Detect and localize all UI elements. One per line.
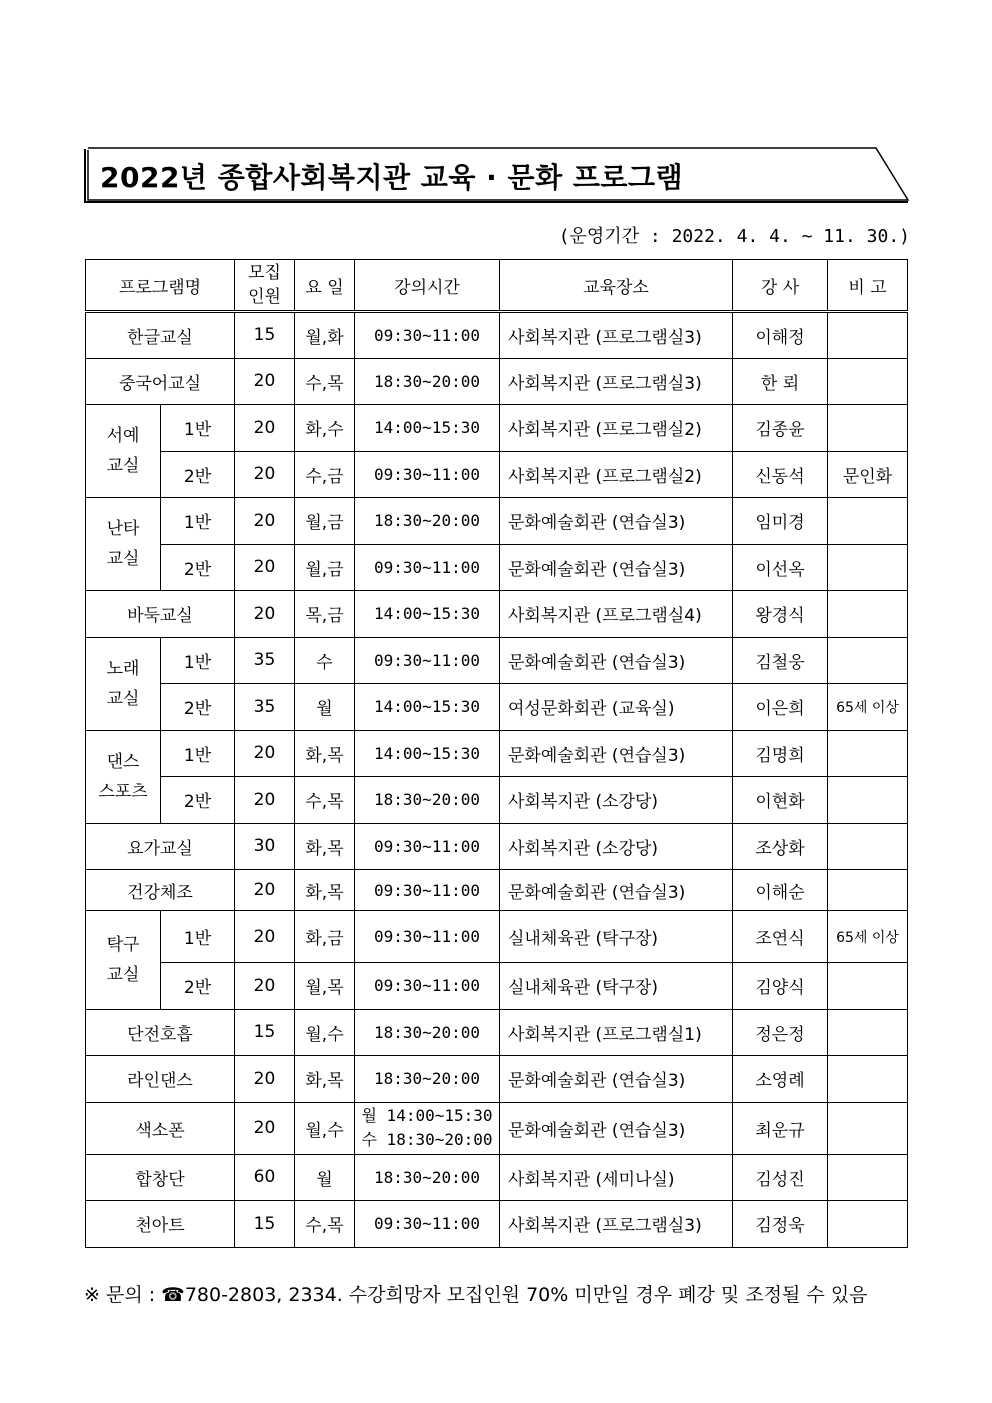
table-row (86, 777, 908, 824)
table-row (86, 1009, 908, 1056)
table-row (86, 1056, 908, 1103)
teacher: 이해정 (733, 312, 828, 359)
teacher: 소영례 (733, 1056, 828, 1103)
program-name: 중국어교실 (86, 358, 235, 405)
class-section: 2반 (161, 544, 235, 591)
class-time: 18:30~20:00 (355, 1056, 500, 1103)
class-time: 09:30~11:00 (355, 544, 500, 591)
program-table (85, 259, 908, 1248)
recruit-count: 20 (235, 777, 295, 824)
class-place: 실내체육관 (탁구장) (500, 911, 733, 963)
recruit-count: 35 (235, 637, 295, 684)
class-place: 사회복지관 (세미나실) (500, 1154, 733, 1201)
recruit-count: 15 (235, 312, 295, 359)
class-place: 사회복지관 (프로그램실3) (500, 1201, 733, 1248)
note (828, 1102, 908, 1154)
program-name: 라인댄스 (86, 1056, 235, 1103)
program-name: 바둑교실 (86, 591, 235, 638)
header-row (86, 260, 908, 312)
class-time: 09:30~11:00 (355, 637, 500, 684)
table-row (86, 870, 908, 911)
teacher: 이해순 (733, 870, 828, 911)
teacher: 김철웅 (733, 637, 828, 684)
program-name: 천아트 (86, 1201, 235, 1248)
table-row (86, 1201, 908, 1248)
header-place: 교육장소 (500, 260, 733, 312)
note (828, 405, 908, 452)
teacher: 왕경식 (733, 591, 828, 638)
header-day: 요 일 (295, 260, 355, 312)
class-time: 14:00~15:30 (355, 684, 500, 731)
page-title: 2022년 종합사회복지관 교육 · 문화 프로그램 (100, 161, 684, 194)
class-place: 사회복지관 (프로그램실2) (500, 451, 733, 498)
teacher: 이은희 (733, 684, 828, 731)
class-place: 문화예술회관 (연습실3) (500, 730, 733, 777)
program-name: 합창단 (86, 1154, 235, 1201)
note (828, 1009, 908, 1056)
group-dance-sports: 댄스 스포츠 (86, 730, 161, 823)
class-section: 2반 (161, 684, 235, 731)
title-box (84, 146, 908, 202)
teacher: 조상화 (733, 823, 828, 870)
class-time: 09:30~11:00 (355, 911, 500, 963)
note (828, 312, 908, 359)
class-time: 18:30~20:00 (355, 358, 500, 405)
recruit-count: 20 (235, 963, 295, 1010)
recruit-count: 20 (235, 1102, 295, 1154)
group-nanta: 난타 교실 (86, 498, 161, 591)
note (828, 358, 908, 405)
class-day: 화,목 (295, 870, 355, 911)
teacher: 한 뢰 (733, 358, 828, 405)
header-program: 프로그램명 (86, 260, 235, 312)
table-row (86, 637, 908, 684)
class-time: 18:30~20:00 (355, 1154, 500, 1201)
class-time: 18:30~20:00 (355, 1009, 500, 1056)
class-day: 월,금 (295, 498, 355, 545)
class-place: 사회복지관 (소강당) (500, 777, 733, 824)
group-calligraphy: 서예 교실 (86, 405, 161, 498)
note (828, 498, 908, 545)
header-time: 강의시간 (355, 260, 500, 312)
table-row (86, 405, 908, 452)
table-row (86, 1102, 908, 1154)
teacher: 김성진 (733, 1154, 828, 1201)
class-section: 1반 (161, 498, 235, 545)
class-place: 사회복지관 (소강당) (500, 823, 733, 870)
class-time: 14:00~15:30 (355, 405, 500, 452)
class-day: 월,목 (295, 963, 355, 1010)
note (828, 1154, 908, 1201)
teacher: 조연식 (733, 911, 828, 963)
class-section: 1반 (161, 911, 235, 963)
note (828, 1056, 908, 1103)
program-name: 건강체조 (86, 870, 235, 911)
class-time: 18:30~20:00 (355, 777, 500, 824)
recruit-count: 20 (235, 498, 295, 545)
class-time: 14:00~15:30 (355, 730, 500, 777)
recruit-count: 20 (235, 870, 295, 911)
header-note: 비 고 (828, 260, 908, 312)
recruit-count: 20 (235, 451, 295, 498)
class-place: 문화예술회관 (연습실3) (500, 544, 733, 591)
class-day: 화,목 (295, 1056, 355, 1103)
program-name: 색소폰 (86, 1102, 235, 1154)
class-place: 사회복지관 (프로그램실2) (500, 405, 733, 452)
note (828, 591, 908, 638)
note (828, 777, 908, 824)
recruit-count: 15 (235, 1009, 295, 1056)
class-section: 1반 (161, 730, 235, 777)
class-section: 1반 (161, 637, 235, 684)
note (828, 730, 908, 777)
class-place: 문화예술회관 (연습실3) (500, 637, 733, 684)
class-day: 수,금 (295, 451, 355, 498)
class-section: 1반 (161, 405, 235, 452)
class-day: 화,목 (295, 823, 355, 870)
table-row (86, 591, 908, 638)
class-day: 목,금 (295, 591, 355, 638)
table-row (86, 684, 908, 731)
table-row (86, 451, 908, 498)
table-row (86, 312, 908, 359)
table-row (86, 730, 908, 777)
class-time: 09:30~11:00 (355, 963, 500, 1010)
class-day: 월,화 (295, 312, 355, 359)
operation-period: (운영기간 : 2022. 4. 4. ~ 11. 30.) (558, 226, 910, 247)
class-day: 월,수 (295, 1009, 355, 1056)
class-day: 월 (295, 684, 355, 731)
class-day: 화,목 (295, 730, 355, 777)
teacher: 임미경 (733, 498, 828, 545)
teacher: 정은정 (733, 1009, 828, 1056)
class-place: 문화예술회관 (연습실3) (500, 870, 733, 911)
note (828, 870, 908, 911)
header-teacher: 강 사 (733, 260, 828, 312)
class-time: 09:30~11:00 (355, 312, 500, 359)
class-place: 문화예술회관 (연습실3) (500, 1102, 733, 1154)
table-row (86, 963, 908, 1010)
group-singing: 노래 교실 (86, 637, 161, 730)
teacher: 신동석 (733, 451, 828, 498)
class-section: 2반 (161, 777, 235, 824)
table-row (86, 823, 908, 870)
class-time: 09:30~11:00 (355, 870, 500, 911)
recruit-count: 20 (235, 544, 295, 591)
table-row (86, 544, 908, 591)
class-day: 월,금 (295, 544, 355, 591)
class-day: 수,목 (295, 358, 355, 405)
recruit-count: 20 (235, 1056, 295, 1103)
note (828, 544, 908, 591)
class-section: 2반 (161, 963, 235, 1010)
teacher: 이현화 (733, 777, 828, 824)
note (828, 963, 908, 1010)
note (828, 1201, 908, 1248)
note: 65세 이상 (828, 684, 908, 731)
class-place: 문화예술회관 (연습실3) (500, 1056, 733, 1103)
class-place: 사회복지관 (프로그램실3) (500, 358, 733, 405)
class-day: 화,수 (295, 405, 355, 452)
program-name: 요가교실 (86, 823, 235, 870)
teacher: 김종윤 (733, 405, 828, 452)
table-row (86, 911, 908, 963)
program-name: 단전호흡 (86, 1009, 235, 1056)
program-name: 한글교실 (86, 312, 235, 359)
note: 65세 이상 (828, 911, 908, 963)
class-day: 수,목 (295, 777, 355, 824)
class-day: 월,수 (295, 1102, 355, 1154)
recruit-count: 35 (235, 684, 295, 731)
class-section: 2반 (161, 451, 235, 498)
class-time: 월 14:00~15:30 수 18:30~20:00 (355, 1102, 500, 1154)
header-recruit: 모집 인원 (235, 260, 295, 312)
footnote: ※ 문의 : ☎780-2803, 2334. 수강희망자 모집인원 70% 미만일 경우 폐강 및 조정될 수 있음 (84, 1284, 868, 1306)
class-day: 수 (295, 637, 355, 684)
class-day: 월 (295, 1154, 355, 1201)
recruit-count: 30 (235, 823, 295, 870)
table-row (86, 358, 908, 405)
recruit-count: 60 (235, 1154, 295, 1201)
class-place: 사회복지관 (프로그램실4) (500, 591, 733, 638)
class-place: 사회복지관 (프로그램실3) (500, 312, 733, 359)
note (828, 823, 908, 870)
note: 문인화 (828, 451, 908, 498)
class-time: 09:30~11:00 (355, 1201, 500, 1248)
teacher: 김정욱 (733, 1201, 828, 1248)
class-day: 수,목 (295, 1201, 355, 1248)
teacher: 이선옥 (733, 544, 828, 591)
class-time: 18:30~20:00 (355, 498, 500, 545)
class-time: 09:30~11:00 (355, 823, 500, 870)
recruit-count: 20 (235, 730, 295, 777)
teacher: 김양식 (733, 963, 828, 1010)
class-place: 문화예술회관 (연습실3) (500, 498, 733, 545)
teacher: 김명희 (733, 730, 828, 777)
recruit-count: 20 (235, 405, 295, 452)
class-day: 화,금 (295, 911, 355, 963)
class-place: 여성문화회관 (교육실) (500, 684, 733, 731)
teacher: 최운규 (733, 1102, 828, 1154)
class-place: 실내체육관 (탁구장) (500, 963, 733, 1010)
recruit-count: 20 (235, 911, 295, 963)
note (828, 637, 908, 684)
recruit-count: 20 (235, 591, 295, 638)
table-row (86, 498, 908, 545)
recruit-count: 15 (235, 1201, 295, 1248)
group-pingpong: 탁구 교실 (86, 911, 161, 1010)
class-time: 14:00~15:30 (355, 591, 500, 638)
recruit-count: 20 (235, 358, 295, 405)
class-place: 사회복지관 (프로그램실1) (500, 1009, 733, 1056)
class-time: 09:30~11:00 (355, 451, 500, 498)
table-row (86, 1154, 908, 1201)
